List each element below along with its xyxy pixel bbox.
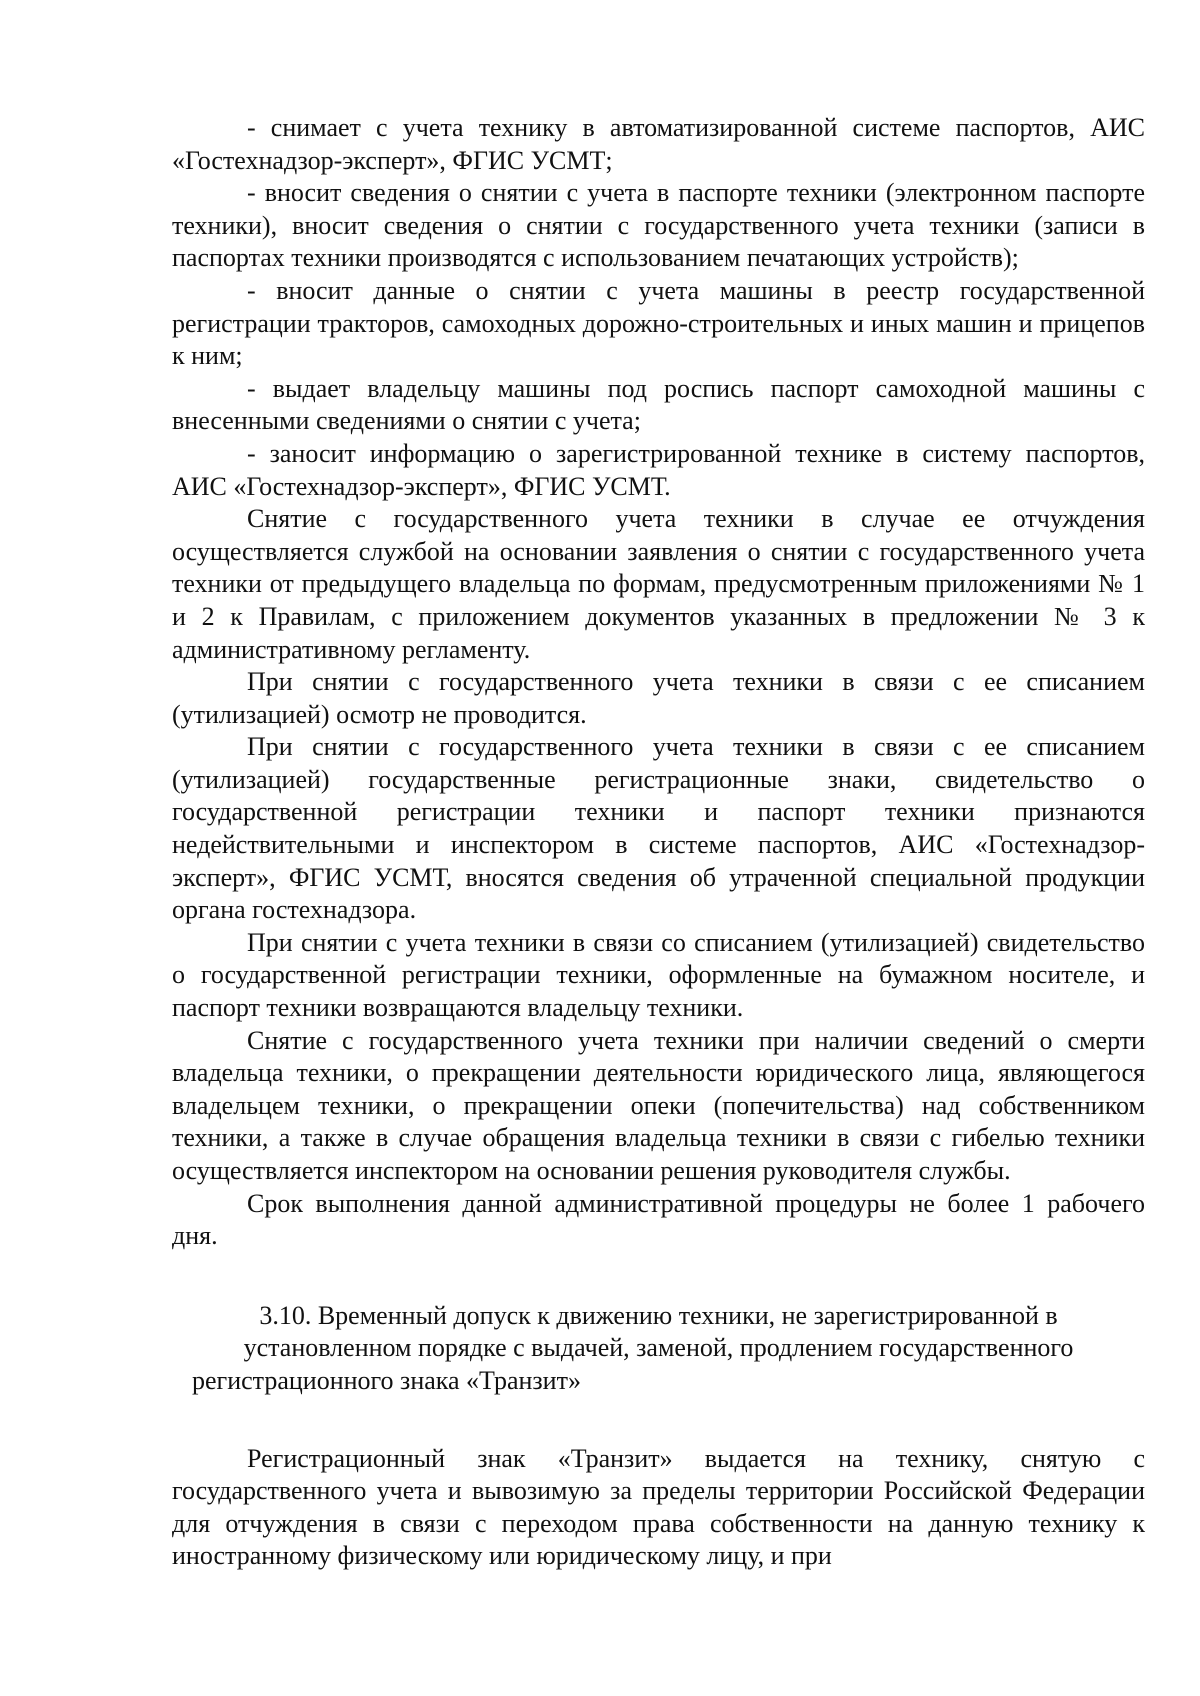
section-heading: 3.10. Временный допуск к движению техники, не зарегистрированной в установленном порядке с выдачей, заменой, продлением государственного регистрационного знака «Транзит» bbox=[192, 1300, 1074, 1395]
paragraph-passport-info: - вносит сведения о снятии с учета в паспорте техники (электронном паспорте техники), вносит сведения о снятии с государственного учета техники (записи в паспортах техники производятся с использованием печатающих устройств); bbox=[172, 178, 1145, 273]
paragraph-deregister-ais: - снимает с учета технику в автоматизированной системе паспортов, АИС «Гостехнадзор-эксперт», ФГИС УСМТ; bbox=[172, 113, 1145, 175]
paragraph-return-documents: При снятии с учета техники в связи со списанием (утилизацией) свидетельство о государственной регистрации техники, оформленные на бумажном носителе, и паспорт техники возвращаются владельцу техники. bbox=[172, 927, 1145, 1023]
paragraph-death-of-owner: Снятие с государственного учета техники при наличии сведений о смерти владельца техники, о прекращении деятельности юридического лица, являющегося владельцем техники, о прекращении опеки (попечительства) над собственником техники, а также в случае обращения владельца техники в связи с гибелью техники осуществляется инспектором на основании решения руководителя службы. bbox=[172, 1025, 1145, 1185]
paragraph-enter-info: - заносит информацию о зарегистрированной технике в систему паспортов, АИС «Гостехнадзор-эксперт», ФГИС УСМТ. bbox=[172, 438, 1145, 501]
paragraph-alienation: Снятие с государственного учета техники в случае ее отчуждения осуществляется службой на основании заявления о снятии с государственного учета техники от предыдущего владельца по формам, предусмотренным приложениями № 1 и 2 к Правилам, с приложением документов указанных в предложении № 3 к административному регламенту. bbox=[172, 504, 1145, 664]
paragraph-invalid-documents: При снятии с государственного учета техники в связи с ее списанием (утилизацией) государственные регистрационные знаки, свидетельство о государственной регистрации техники и паспорт техники признаются недействительными и инспектором в системе паспортов, АИС «Гостехнадзор-эксперт», ФГИС УСМТ, вносятся сведения об утраченной специальной продукции органа гостехнадзора. bbox=[172, 732, 1145, 925]
document-page bbox=[172, 112, 1145, 1573]
paragraph-no-inspection: При снятии с государственного учета техники в связи с ее списанием (утилизацией) осмотр не проводится. bbox=[172, 667, 1145, 729]
paragraph-issue-passport: - выдает владельцу машины под роспись паспорт самоходной машины с внесенными сведениями о снятии с учета; bbox=[172, 373, 1145, 436]
paragraph-registry-data: - вносит данные о снятии с учета машины в реестр государственной регистрации тракторов, самоходных дорожно-строительных и иных машин и прицепов к ним; bbox=[172, 275, 1145, 371]
paragraph-transit-sign: Регистрационный знак «Транзит» выдается на технику, снятую с государственного учета и вывозимую за пределы территории Российской Федерации для отчуждения в связи с переходом права собственности на данную технику к иностранному физическому или юридическому лицу, и при bbox=[172, 1443, 1145, 1571]
paragraph-deadline: Срок выполнения данной административной процедуры не более 1 рабочего дня. bbox=[172, 1188, 1145, 1251]
